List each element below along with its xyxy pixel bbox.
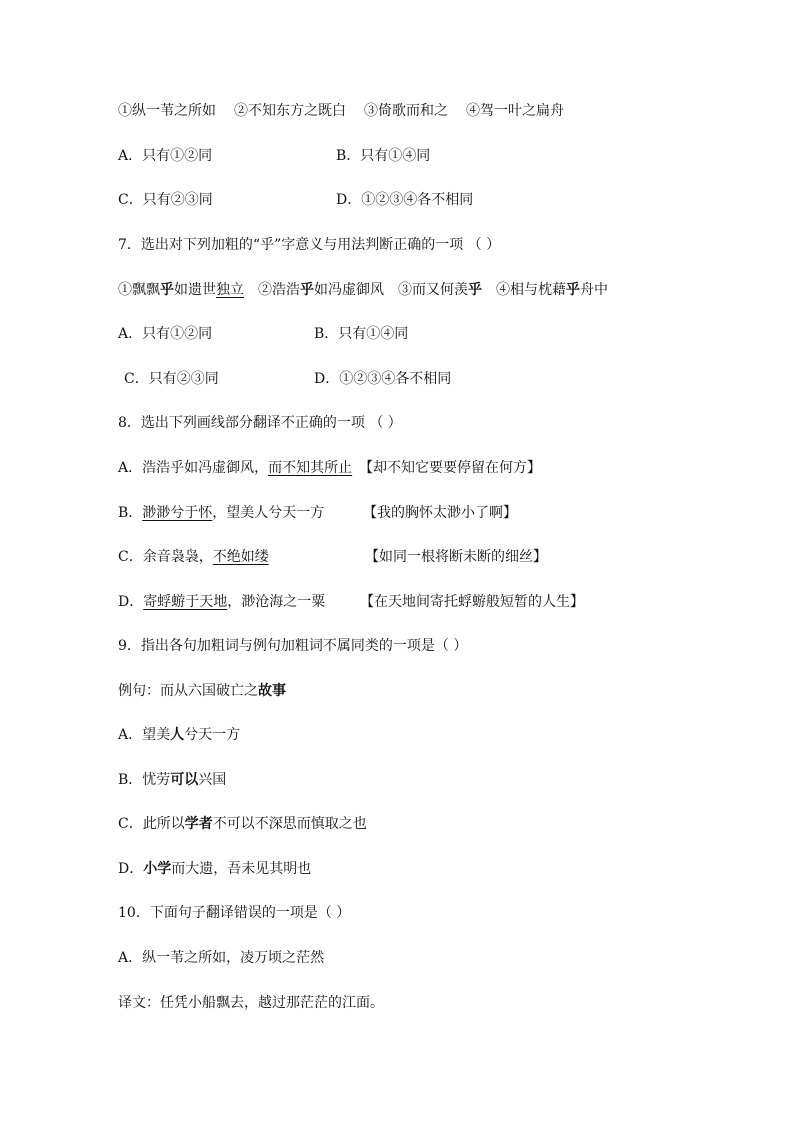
q9-a-post: 兮天一方 <box>184 727 241 743</box>
q9-d-post: 而大遗，吾未见其明也 <box>171 861 312 877</box>
q8-option-c[interactable] <box>118 547 269 567</box>
q9-option-a[interactable] <box>118 725 240 745</box>
q10-stem: 10．下面句子翻译错误的一项是（ ） <box>118 905 351 921</box>
q7-option-a[interactable]: A．只有①②同 <box>118 326 213 342</box>
q7-item4-pre: ④相与枕藉 <box>496 282 566 298</box>
q8-a-translation: 【却不知它要要停留在何方】 <box>359 460 541 476</box>
q8-a-text: A．浩浩乎如冯虚御风， <box>118 460 269 476</box>
q7-option-c[interactable]: C．只有②③同 <box>124 371 219 387</box>
q8-b-underline: 渺渺兮于怀 <box>142 505 213 521</box>
q8-a-underline: 而不知其所止 <box>268 460 353 476</box>
q7-item3-bold: 乎 <box>468 282 482 298</box>
q9-stem: 9．指出各句加粗词与例句加粗词不属同类的一项是（ ） <box>118 638 468 654</box>
q10-a-translation: 译文：任凭小船飘去，越过那茫茫的江面。 <box>118 995 384 1011</box>
q9-d-pre: D． <box>118 861 144 877</box>
q6-item-4: ④驾一叶之扁舟 <box>466 103 564 119</box>
q8-b-text: ，望美人兮天一方 <box>212 505 325 521</box>
q7-item2-post: 如冯虚御风 <box>314 282 384 298</box>
q8-stem: 8．选出下列画线部分翻译不正确的一项 （ ） <box>118 415 402 431</box>
q7-item4-post: 舟中 <box>580 282 608 298</box>
q7-item4-bold: 乎 <box>566 282 580 298</box>
q8-d-translation: 【在天地间寄托蜉蝣般短暂的人生】 <box>360 594 584 610</box>
q9-example-text: 例句：而从六国破亡之 <box>118 683 258 699</box>
q7-item1-mid: 如遗世 <box>174 282 216 298</box>
q9-a-bold: 人 <box>170 727 185 743</box>
q9-c-post: 不可以不深思而慎取之也 <box>212 816 367 832</box>
q9-example <box>118 681 286 701</box>
q7-stem: 7．选出对下列加粗的“乎”字意义与用法判断正确的一项 （ ） <box>118 237 501 253</box>
q6-option-c[interactable]: C．只有②③同 <box>118 192 213 208</box>
q7-item1-pre: ①飘飘 <box>118 282 160 298</box>
q6-option-d[interactable]: D．①②③④各不相同 <box>336 192 474 208</box>
q9-b-post: 兴国 <box>198 772 227 788</box>
q8-c-underline: 不绝如缕 <box>212 549 269 565</box>
q7-item3-pre: ③而又何羡 <box>398 282 468 298</box>
q7-option-b[interactable]: B．只有①④同 <box>314 326 409 342</box>
q8-d-underline: 寄蜉蝣于天地 <box>143 594 228 610</box>
q7-item1-bold: 乎 <box>160 282 174 298</box>
q9-c-bold: 学者 <box>184 816 213 832</box>
q6-item-2: ②不知东方之既白 <box>234 103 346 119</box>
q8-option-a[interactable] <box>118 458 352 478</box>
q9-option-c[interactable] <box>118 814 367 834</box>
q8-option-b[interactable] <box>118 503 324 523</box>
q6-item-1: ①纵一苇之所如 <box>118 103 216 119</box>
q8-d-text: ，渺沧海之一粟 <box>227 594 326 610</box>
q6-items <box>118 101 564 121</box>
q9-option-b[interactable] <box>118 770 226 790</box>
q8-option-d[interactable] <box>118 592 325 612</box>
q6-option-a[interactable]: A．只有①②同 <box>118 148 213 164</box>
q8-d-label: D． <box>118 594 144 610</box>
q9-option-d[interactable] <box>118 859 311 879</box>
q7-item2-pre: ②浩浩 <box>258 282 300 298</box>
q9-d-bold: 小学 <box>143 861 172 877</box>
q8-b-label: B． <box>118 505 143 521</box>
q9-b-bold: 可以 <box>170 772 199 788</box>
q6-option-b[interactable]: B．只有①④同 <box>336 148 431 164</box>
q8-b-translation: 【我的胸怀太渺小了啊】 <box>363 505 517 521</box>
q8-c-text: C．余音袅袅， <box>118 549 213 565</box>
q10-option-a[interactable]: A．纵一苇之所如，凌万顷之茫然 <box>118 950 325 966</box>
q7-items <box>118 280 608 300</box>
q7-item2-bold: 乎 <box>300 282 314 298</box>
q9-c-pre: C．此所以 <box>118 816 185 832</box>
q6-item-3: ③倚歌而和之 <box>364 103 448 119</box>
q9-a-pre: A．望美 <box>118 727 171 743</box>
q9-b-pre: B．忧劳 <box>118 772 171 788</box>
q8-c-translation: 【如同一根将断未断的细丝】 <box>365 549 547 565</box>
q7-item1-underline: 独立 <box>216 282 244 298</box>
q9-example-bold: 故事 <box>258 683 286 699</box>
q7-option-d[interactable]: D．①②③④各不相同 <box>314 371 452 387</box>
